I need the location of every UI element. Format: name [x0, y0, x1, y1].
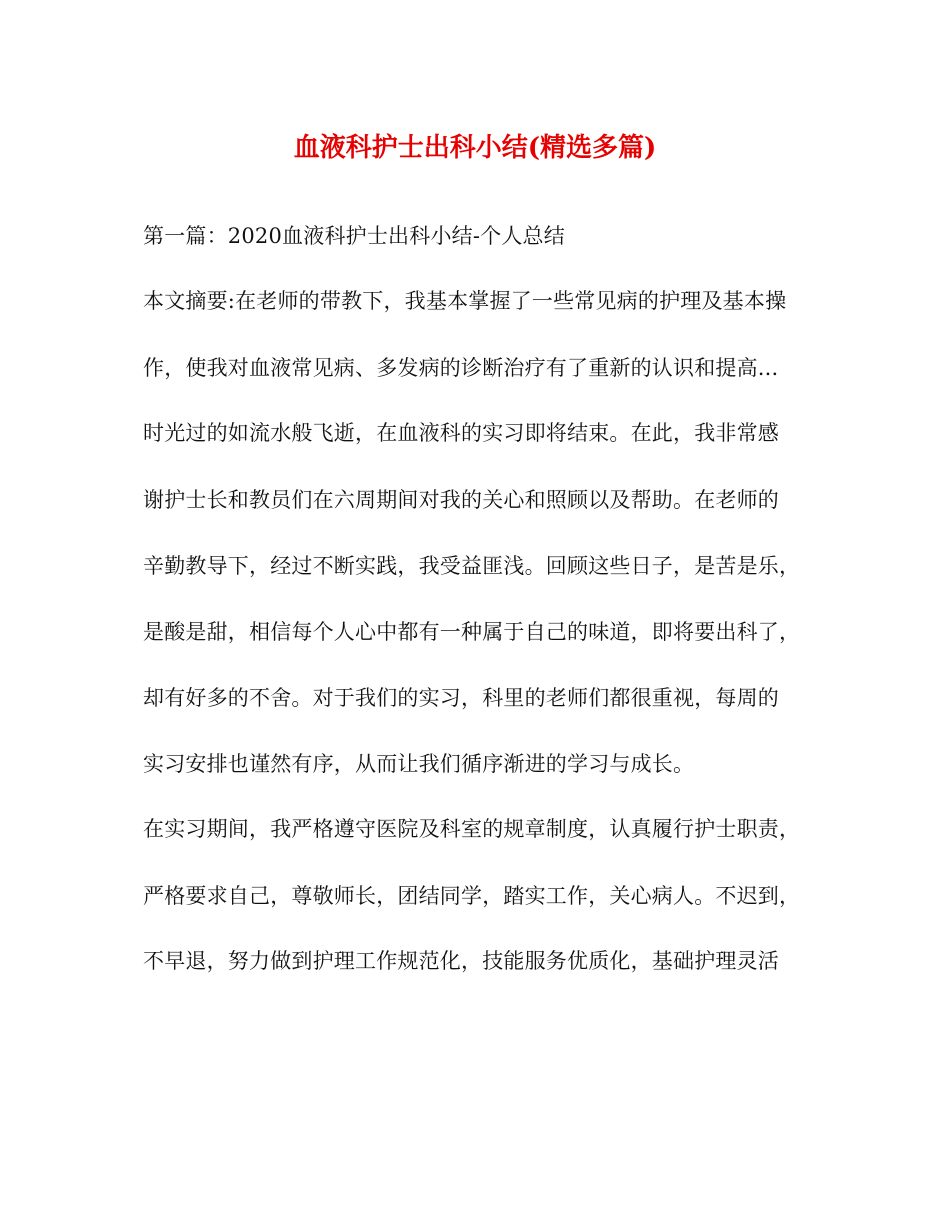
text-line: 在实习期间，我严格遵守医院及科室的规章制度，认真履行护士职责， — [143, 817, 801, 841]
text-line: 严格要求自己，尊敬师长，团结同学，踏实工作，关心病人。不迟到， — [143, 884, 801, 908]
text-line: 本文摘要:在老师的带教下，我基本掌握了一些常见病的护理及基本操 — [143, 289, 787, 313]
text-line: 时光过的如流水般飞逝，在血液科的实习即将结束。在此，我非常感 — [143, 421, 779, 445]
text-line: 辛勤教导下，经过不断实践，我受益匪浅。回顾这些日子，是苦是乐， — [143, 554, 801, 578]
text-line: 谢护士长和教员们在六周期间对我的关心和照顾以及帮助。在老师的 — [143, 488, 779, 512]
text-line: 实习安排也谨然有序，从而让我们循序渐进的学习与成长。 — [143, 752, 695, 776]
text-line: 作，使我对血液常见病、多发病的诊断治疗有了重新的认识和提高... — [143, 356, 779, 380]
text-line: 不早退，努力做到护理工作规范化，技能服务优质化，基础护理灵活 — [143, 949, 779, 973]
text-line: 是酸是甜，相信每个人心中都有一种属于自己的味道，即将要出科了， — [143, 620, 801, 644]
document-title: 血液科护士出科小结(精选多篇) — [293, 133, 657, 163]
text-line: 却有好多的不舍。对于我们的实习，科里的老师们都很重视，每周的 — [143, 686, 779, 710]
heading-line: 第一篇：2020血液科护士出科小结-个人总结 — [143, 224, 565, 248]
